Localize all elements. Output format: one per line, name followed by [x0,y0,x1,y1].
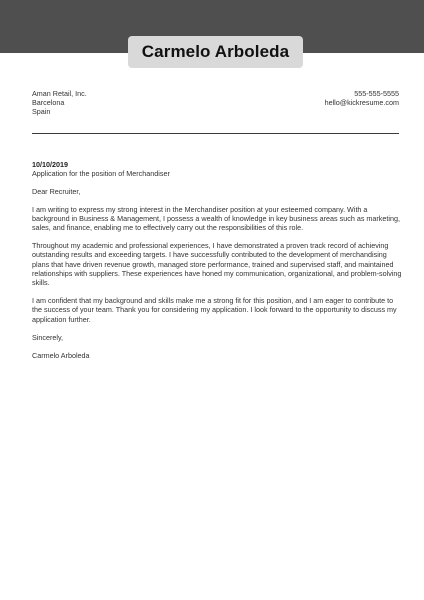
recipient-company: Aman Retail, Inc. [32,89,87,98]
applicant-name: Carmelo Arboleda [141,42,290,61]
closing: Sincerely, [32,332,64,342]
salutation: Dear Recruiter, [32,186,81,196]
letter-date: 10/10/2019 [32,160,68,169]
recipient-city: Barcelona [32,98,65,108]
letter-body [32,160,402,360]
letter-subject: Application for the position of Merchandiser [32,169,170,179]
signature: Carmelo Arboleda [32,351,90,361]
name-card [128,36,303,68]
header-divider [32,133,399,134]
paragraph-3: I am confident that my background and skills make me a strong fit for this position, and I am eager to contribute to the success of your team. Thank you for considering my application. I look forward to the opportunity to discuss my application further. [32,296,397,324]
email-address: hello@kickresume.com [324,98,399,108]
recipient-country: Spain [32,107,51,117]
paragraph-1: I am writing to express my strong interest in the Merchandiser position at your esteemed company. With a background in Business & Management, I possess a wealth of knowledge in key business areas such as marketing, sales, and finance, enabling me to effectively carry out the responsibilities of this role. [32,204,400,233]
contact-info [325,89,399,107]
recipient-address [32,89,87,117]
paragraph-2: Throughout my academic and professional experiences, I have demonstrated a proven track record of achieving outstanding results and exceeding targets. I have successfully contributed to the development of merchandising plans that have driven revenue growth, managed store performance, trained and supervised staff, and maintained relationships with suppliers. These experiences have honed my communication, organizational, and problem-solving skills. [32,241,402,288]
phone-number: 555-555-5555 [354,89,399,98]
